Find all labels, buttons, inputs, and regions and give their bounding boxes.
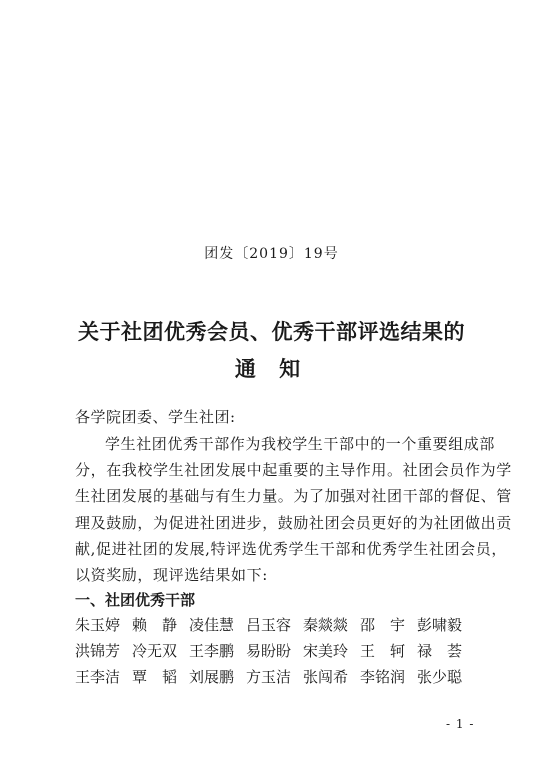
body-paragraph [75,431,512,588]
name-row [75,664,475,690]
body-line: 以资奖励，现评选结果如下: [75,566,268,585]
body-line: 献,促进社团的发展,特评选优秀学生干部和优秀学生社团会员， [75,539,507,558]
person-name: 洪锦芳 [75,642,121,660]
person-name: 覃 韬 [132,668,178,686]
section-heading: 一、社团优秀干部 [75,591,196,609]
person-name: 禄 荟 [417,642,463,660]
person-name: 方玉洁 [246,668,292,686]
body-line: 分，在我校学生社团发展中起重要的主导作用。社团会员作为学 [75,461,512,480]
person-name: 凌佳慧 [189,616,235,634]
name-list [75,612,475,690]
page-number: - 1 - [446,717,475,731]
person-name: 彭啸毅 [417,616,463,634]
name-row [75,612,475,638]
person-name: 吕玉容 [246,616,292,634]
person-name: 张闯希 [303,668,349,686]
person-name: 王 轲 [360,642,406,660]
person-name: 王李洁 [75,668,121,686]
body-line: 生社团发展的基础与有生力量。为了加强对社团干部的督促、管 [75,487,512,506]
document-title-line-2: 通 知 [234,357,309,381]
person-name: 秦燚燚 [303,616,349,634]
person-name: 朱玉婷 [75,616,121,634]
person-name: 邵 宇 [360,616,406,634]
name-row [75,638,475,664]
salutation: 各学院团委、学生社团: [75,408,236,426]
person-name: 张少聪 [417,668,463,686]
document-number: 团发〔2019〕19号 [204,246,339,262]
body-line: 学生社团优秀干部作为我校学生干部中的一个重要组成部 [105,435,496,453]
person-name: 赖 静 [132,616,178,634]
person-name: 李铭润 [360,668,406,686]
person-name: 宋美玲 [303,642,349,660]
person-name: 刘展鹏 [189,668,235,686]
person-name: 易盼盼 [246,642,292,660]
person-name: 王李鹏 [189,642,235,660]
person-name: 冷无双 [132,642,178,660]
document-title-line-1: 关于社团优秀会员、优秀干部评选结果的 [78,320,465,344]
body-line: 理及鼓励，为促进社团进步，鼓励社团会员更好的为社团做出贡 [75,513,512,532]
